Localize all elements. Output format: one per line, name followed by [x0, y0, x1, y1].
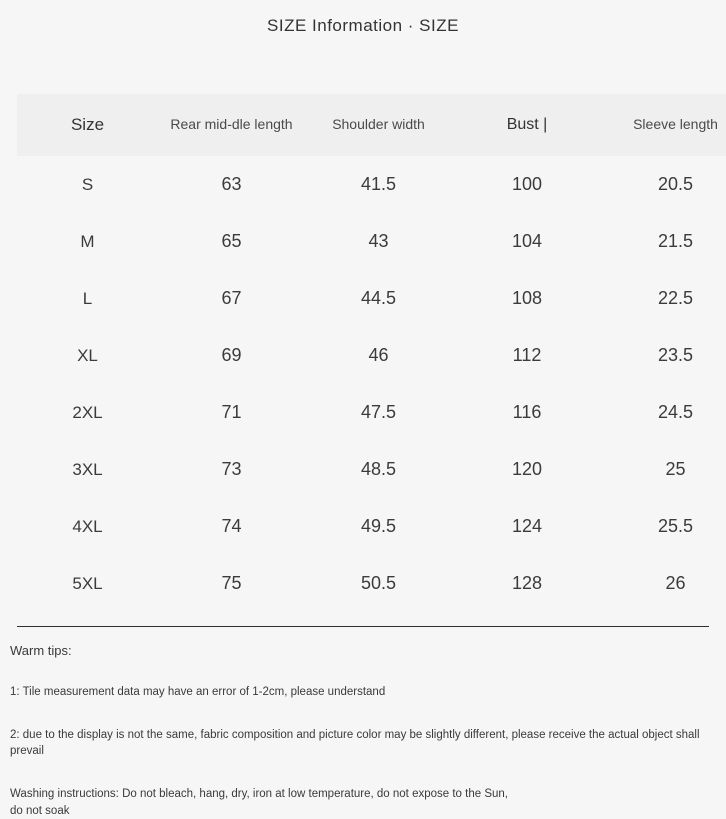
cell-sleeve-length: 26 — [665, 573, 686, 593]
cell-sleeve-length: 25 — [665, 459, 686, 479]
cell-size: 4XL — [72, 516, 103, 536]
cell-bust: 104 — [511, 231, 543, 251]
cell-bust: 112 — [512, 345, 542, 365]
table-header — [17, 94, 726, 156]
cell-shoulder-width: 48.5 — [360, 459, 397, 479]
notes-section — [10, 627, 716, 819]
size-table-container — [0, 94, 726, 612]
table-header-row — [17, 94, 726, 156]
cell-sleeve-length: 20.5 — [657, 174, 694, 194]
column-header-shoulder-width: Shoulder width — [332, 116, 425, 133]
note-measurement-error: 1: Tile measurement data may have an error of 1-2cm, please understand — [10, 686, 386, 698]
cell-size: M — [80, 231, 95, 251]
column-header-size: Size — [70, 115, 105, 135]
cell-shoulder-width: 49.5 — [360, 516, 397, 536]
table-row — [17, 156, 726, 213]
cell-sleeve-length: 21.5 — [657, 231, 694, 251]
washing-instructions: Washing instructions: Do not bleach, hang, dry, iron at low temperature, do not expose to the Sun, do not soak — [10, 788, 508, 817]
cell-shoulder-width: 44.5 — [360, 288, 397, 308]
cell-shoulder-width: 47.5 — [360, 402, 397, 422]
cell-rear-middle-length: 63 — [221, 174, 242, 194]
cell-bust: 100 — [511, 174, 543, 194]
note-color-difference: 2: due to the display is not the same, fabric composition and picture color may be slightly different, please receive the actual object shall prevail — [10, 728, 700, 758]
table-row — [17, 213, 726, 270]
cell-bust: 116 — [512, 402, 542, 422]
table-row — [17, 441, 726, 498]
cell-sleeve-length: 23.5 — [657, 345, 694, 365]
cell-bust: 128 — [511, 573, 543, 593]
cell-shoulder-width: 41.5 — [360, 174, 397, 194]
cell-size: S — [81, 174, 94, 194]
cell-sleeve-length: 22.5 — [657, 288, 694, 308]
table-row — [17, 270, 726, 327]
column-header-sleeve-length: Sleeve length — [633, 116, 718, 133]
table-row — [17, 384, 726, 441]
column-header-bust: Bust | — [506, 116, 548, 133]
cell-sleeve-length: 25.5 — [657, 516, 694, 536]
cell-rear-middle-length: 74 — [221, 516, 242, 536]
cell-rear-middle-length: 65 — [221, 231, 242, 251]
cell-shoulder-width: 43 — [368, 231, 389, 251]
cell-bust: 120 — [511, 459, 543, 479]
cell-bust: 108 — [511, 288, 543, 308]
cell-rear-middle-length: 71 — [221, 402, 242, 422]
cell-bust: 124 — [511, 516, 543, 536]
table-row — [17, 498, 726, 555]
cell-rear-middle-length: 75 — [221, 573, 242, 593]
cell-shoulder-width: 50.5 — [360, 573, 397, 593]
cell-rear-middle-length: 69 — [221, 345, 242, 365]
table-row — [17, 555, 726, 612]
cell-sleeve-length: 24.5 — [657, 402, 694, 422]
cell-size: L — [82, 288, 93, 308]
page-title: SIZE Information · SIZE — [267, 16, 459, 35]
cell-size: 5XL — [72, 573, 103, 593]
table-body — [17, 156, 726, 612]
cell-size: XL — [77, 345, 98, 365]
size-table — [17, 94, 726, 612]
warm-tips-heading: Warm tips: — [10, 643, 72, 658]
column-header-rear-middle-length: Rear mid-dle length — [170, 116, 293, 133]
table-row — [17, 327, 726, 384]
cell-rear-middle-length: 73 — [221, 459, 242, 479]
cell-size: 3XL — [72, 459, 103, 479]
cell-rear-middle-length: 67 — [221, 288, 242, 308]
cell-size: 2XL — [72, 402, 103, 422]
cell-shoulder-width: 46 — [368, 345, 389, 365]
